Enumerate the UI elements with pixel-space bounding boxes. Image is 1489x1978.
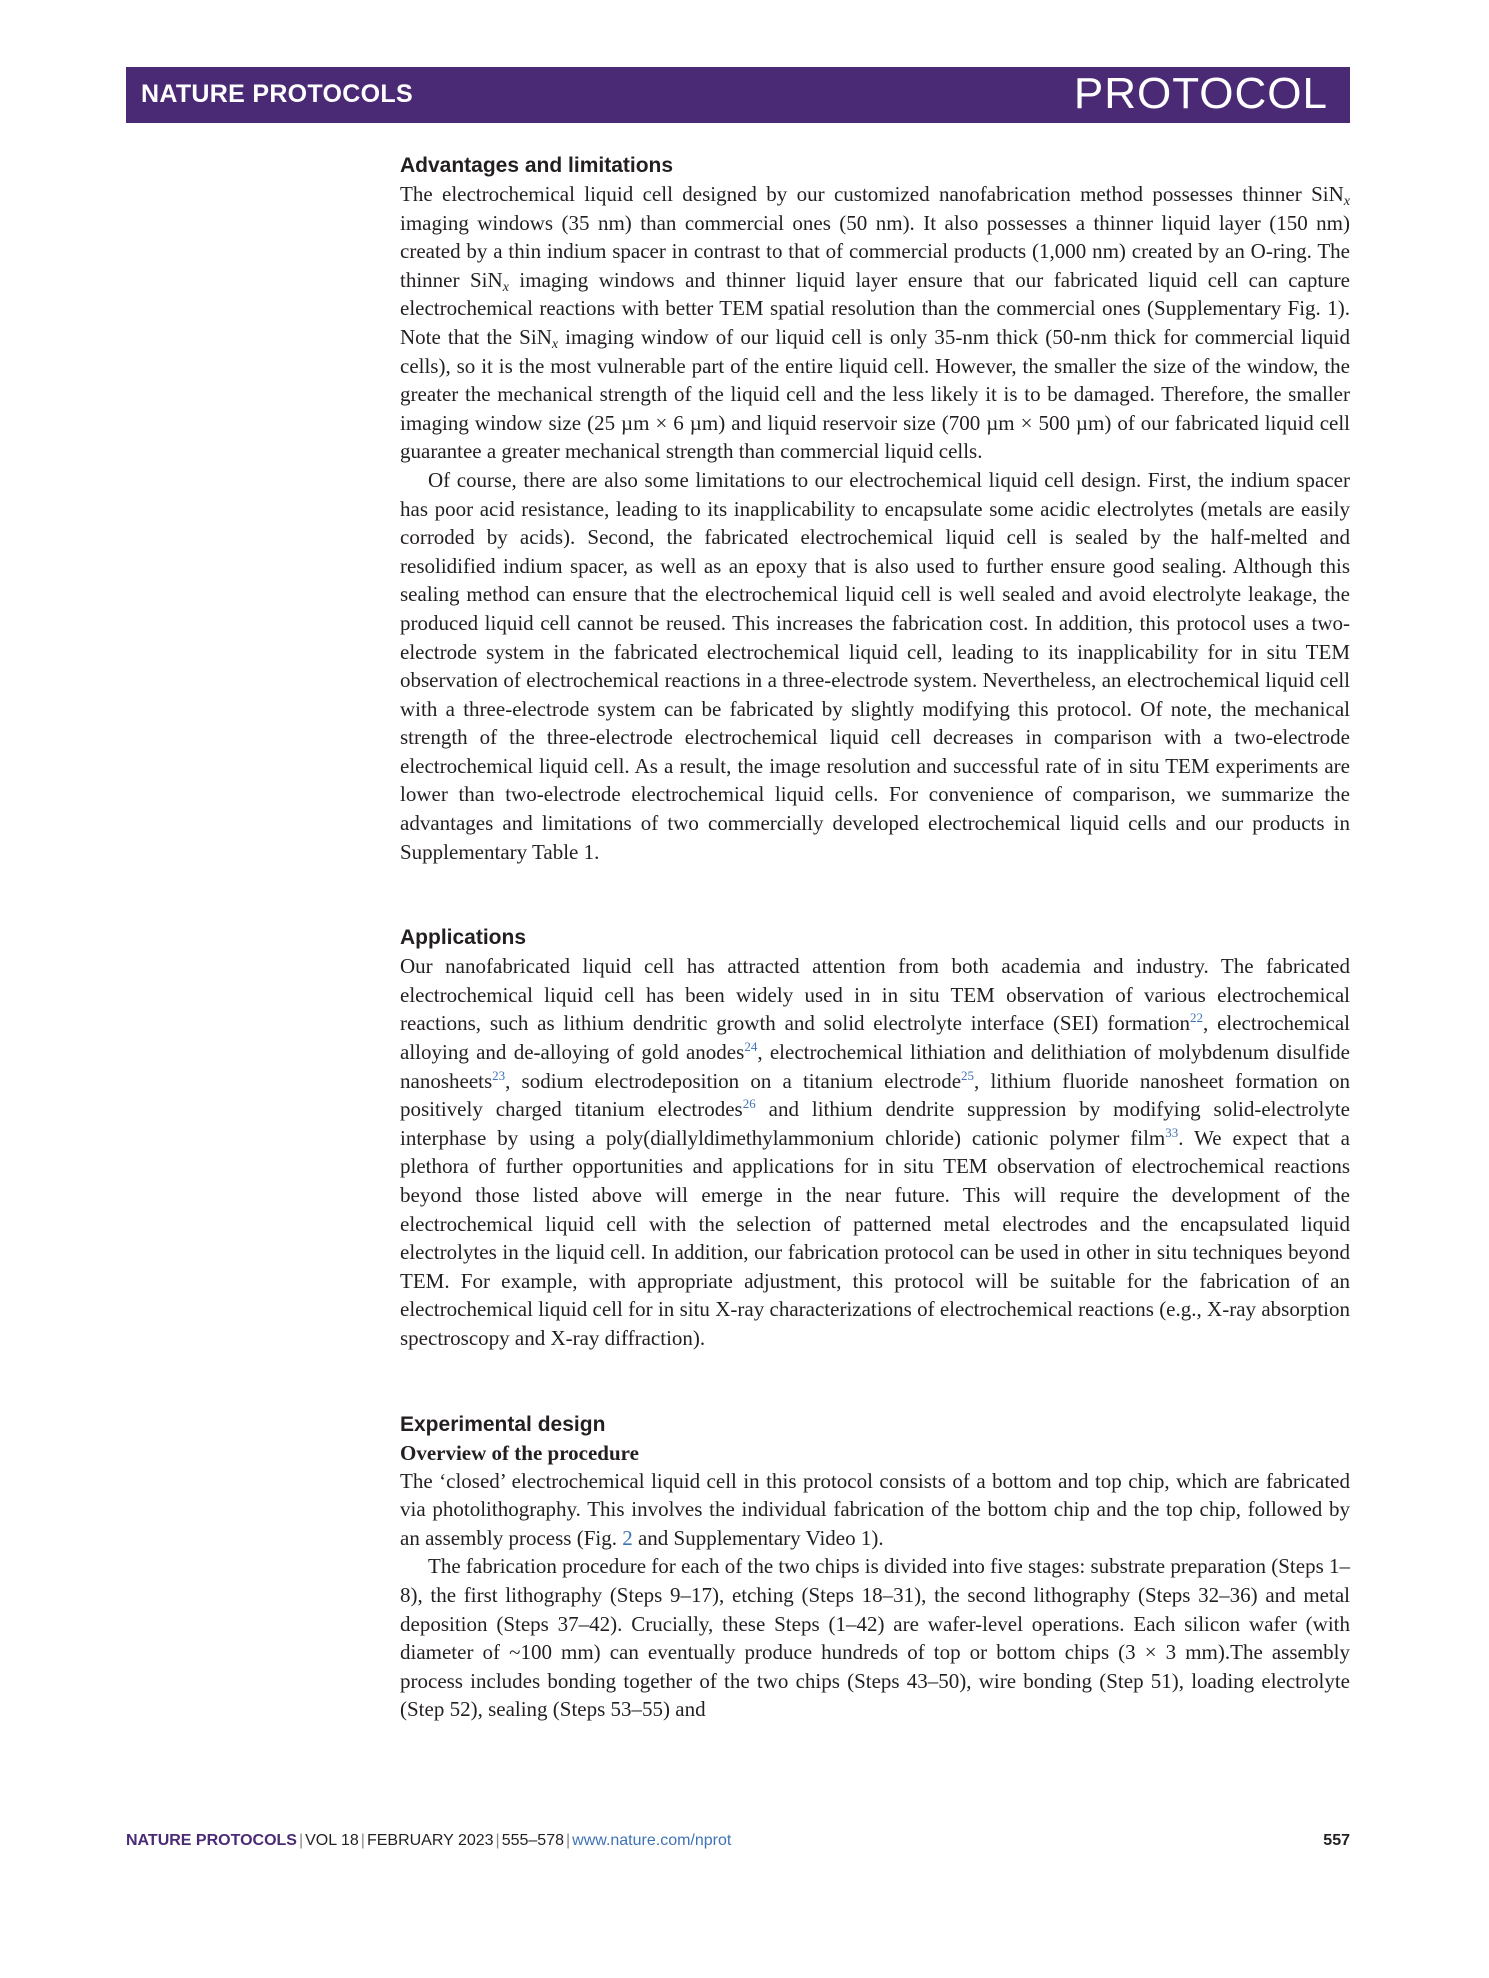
reference-24[interactable]: 24 <box>744 1039 758 1055</box>
reference-26[interactable]: 26 <box>742 1096 756 1112</box>
paragraph-advantages-1: The electrochemical liquid cell designed by our customized nanofabrication method possesses thinner SiN$_x$ imaging windows (35 nm) than commercial ones (50 nm). It also possesses a thinner liquid layer (150 nm) created by a thin indium spacer in contrast to that of commercial products (1,000 nm) created by an O-ring. The thinner SiN$_x$ imaging windows and thinner liquid layer ensure that our fabricated liquid cell can capture electrochemical reactions with better TEM spatial resolution than the commercial ones (Supplementary Fig. 1). Note that the SiN$_x$ imaging window of our liquid cell is only 35-nm thick (50-nm thick for commercial liquid cells), so it is the most vulnerable part of the entire liquid cell. However, the smaller the size of the window, the greater the mechanical strength of the liquid cell and the less likely it is to be damaged. Therefore, the smaller imaging window size (25 µm × 6 µm) and liquid reservoir size (700 µm × 500 µm) of our fabricated liquid cell guarantee a greater mechanical strength than commercial liquid cells. <box>400 182 1350 464</box>
figure-2-link[interactable]: 2 <box>622 1525 633 1550</box>
article-body <box>400 152 1350 1724</box>
page-number: 557 <box>1323 1832 1350 1849</box>
reference-33[interactable]: 33 <box>1165 1124 1179 1140</box>
journal-header <box>126 67 1350 123</box>
subheading-overview: Overview of the procedure <box>400 1440 639 1465</box>
paragraph-overview-2: The fabrication procedure for each of the two chips is divided into five stages: substrate preparation (Steps 1–8), the first lithography (Steps 9–17), etching (Steps 18–31), the second lithography (Steps 32–36) and metal deposition (Steps 37–42). Crucially, these Steps (1–42) are wafer-level operations. Each silicon wafer (with diameter of ~100 mm) can eventually produce hundreds of top or bottom chips (3 × 3 mm).The assembly process includes bonding together of the two chips (Steps 43–50), wire bonding (Step 51), loading electrolyte (Step 52), sealing (Steps 53–55) and <box>400 1554 1350 1722</box>
footer-issue: FEBRUARY 2023 <box>366 1832 494 1849</box>
journal-name: NATURE PROTOCOLS <box>141 80 413 108</box>
reference-23[interactable]: 23 <box>492 1067 506 1083</box>
paragraph-overview-1: The ‘closed’ electrochemical liquid cell in this protocol consists of a bottom and top chip, which are fabricated via photolithography. This involves the individual fabrication of the bottom chip and the top chip, followed by an assembly process (Fig. 2 and Supplementary Video 1). <box>400 1468 1350 1550</box>
paragraph-limitations: Of course, there are also some limitations to our electrochemical liquid cell design. First, the indium spacer has poor acid resistance, leading to its inapplicability to encapsulate some acidic electrolytes (metals are easily corroded by acids). Second, the fabricated electrochemical liquid cell is sealed by the half-melted and resolidified indium spacer, as well as an epoxy that is also used to further ensure good sealing. Although this sealing method can ensure that the electrochemical liquid cell is well sealed and avoid electrolyte leakage, the produced liquid cell cannot be reused. This increases the fabrication cost. In addition, this protocol uses a two-electrode system in the fabricated electrochemical liquid cell, leading to its inapplicability for in situ TEM observation of electrochemical reactions in a three-electrode system. Nevertheless, an electrochemical liquid cell with a three-electrode system can be fabricated by slightly modifying this protocol. Of note, the mechanical strength of the three-electrode electrochemical liquid cell decreases in comparison with a two-electrode electrochemical liquid cell. As a result, the image resolution and successful rate of in situ TEM experiments are lower than two-electrode electrochemical liquid cells. For convenience of comparison, we summarize the advantages and limitations of two commercially developed electrochemical liquid cells and our products in Supplementary Table 1. <box>400 467 1350 864</box>
paragraph-applications: Our nanofabricated liquid cell has attracted attention from both academia and industry. The fabricated electrochemical liquid cell has been widely used in in situ TEM observation of various electrochemical reactions, such as lithium dendritic growth and solid electrolyte interface (SEI) formation$^{22}$, electrochemical alloying and de-alloying of gold anodes$^{24}$, electrochemical lithiation and delithiation of molybdenum disulfide nanosheets$^{23}$, sodium electrodeposition on a titanium electrode$^{25}$, lithium fluoride nanosheet formation on positively charged titanium electrodes$^{26}$ and lithium dendrite suppression by modifying solid-electrolyte interphase by using a poly(diallyldimethylammonium chloride) cationic polymer film$^{33}$. We expect that a plethora of further opportunities and applications for in situ TEM observation of electrochemical reactions beyond those listed above will emerge in the near future. This will require the development of the electrochemical liquid cell with the selection of patterned metal electrodes and the encapsulated liquid electrolytes in the liquid cell. In addition, our fabrication protocol can be used in other in situ techniques beyond TEM. For example, with appropriate adjustment, this protocol will be suitable for the fabrication of an electrochemical liquid cell for in situ X-ray characterizations of electrochemical reactions (e.g., X-ray absorption spectroscopy and X-ray diffraction). <box>400 954 1351 1350</box>
reference-22[interactable]: 22 <box>1190 1010 1204 1026</box>
footer-volume: VOL 18 <box>305 1832 359 1849</box>
footer-journal: NATURE PROTOCOLS <box>126 1832 297 1849</box>
section-heading-applications: Applications <box>400 926 527 950</box>
page-footer: NATURE PROTOCOLS | VOL 18 | FEBRUARY 2023 | 555–578 | www.nature.com/nprot 557 <box>126 1832 1350 1849</box>
section-heading-advantages: Advantages and limitations <box>400 154 674 177</box>
footer-pages: 555–578 <box>501 1832 564 1849</box>
article-type: PROTOCOL <box>1073 69 1328 118</box>
reference-25[interactable]: 25 <box>961 1067 975 1083</box>
footer-url-link[interactable]: www.nature.com/nprot <box>572 1832 732 1849</box>
section-heading-experimental: Experimental design <box>400 1412 606 1436</box>
